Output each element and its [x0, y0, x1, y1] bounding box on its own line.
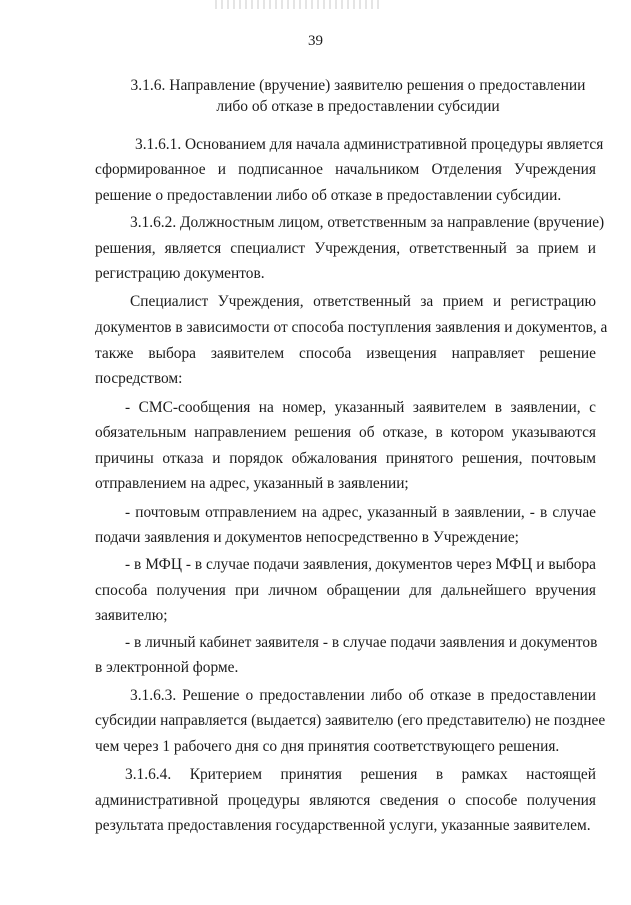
- section-title-line-2: либо об отказе в предоставлении субсидии: [216, 98, 500, 115]
- text-line: регистрацию документов.: [95, 265, 265, 282]
- text-line: 3.1.6.3. Решение о предоставлении либо об отказе в предоставлении: [130, 687, 596, 704]
- text-line: также выбора заявителем способа извещения направляет решение: [95, 345, 596, 362]
- text-line: документов в зависимости от способа поступления заявления и документов, а: [95, 319, 608, 336]
- text-line: - СМС-сообщения на номер, указанный заявителем в заявлении, с: [125, 399, 596, 416]
- section-title: [110, 75, 606, 117]
- text-line: причины отказа и порядок обжалования принятого решения, почтовым: [95, 450, 596, 467]
- text-line: подачи заявления и документов непосредственно в Учреждение;: [95, 529, 519, 546]
- text-line: сформированное и подписанное начальником Отделения Учреждения: [95, 161, 596, 178]
- text-line: обязательным направлением решения об отказе, в котором указываются: [95, 424, 596, 441]
- text-line: 3.1.6.1. Основанием для начала административной процедуры является: [135, 136, 604, 153]
- text-line: Специалист Учреждения, ответственный за прием и регистрацию: [130, 293, 596, 310]
- text-line: - в МФЦ - в случае подачи заявления, документов через МФЦ и выбора: [125, 556, 596, 573]
- text-line: субсидии направляется (выдается) заявителю (его представителю) не позднее: [95, 712, 606, 729]
- text-line: - почтовым отправлением на адрес, указанный в заявлении, - в случае: [125, 504, 596, 521]
- text-line: административной процедуры являются сведения о способе получения: [95, 792, 596, 809]
- text-line: заявителю;: [95, 607, 168, 624]
- text-line: посредством:: [95, 370, 183, 387]
- text-line: - в личный кабинет заявителя - в случае подачи заявления и документов: [125, 634, 598, 651]
- section-title-line-1: 3.1.6. Направление (вручение) заявителю решения о предоставлении: [130, 77, 586, 94]
- text-line: отправлением на адрес, указанный в заявлении;: [95, 475, 409, 492]
- page-number: 39: [308, 33, 323, 49]
- text-line: 3.1.6.2. Должностным лицом, ответственным за направление (вручение): [130, 214, 605, 231]
- scan-artifact: [215, 0, 380, 9]
- text-line: 3.1.6.4. Критерием принятия решения в рамках настоящей: [125, 766, 596, 783]
- text-line: результата предоставления государственной услуги, указанные заявителем.: [95, 817, 591, 834]
- text-line: решения, является специалист Учреждения, ответственный за прием и: [95, 240, 596, 257]
- text-line: в электронной форме.: [95, 659, 239, 676]
- text-line: способа получения при личном обращении для дальнейшего вручения: [95, 582, 596, 599]
- text-line: решение о предоставлении либо об отказе в предоставлении субсидии.: [95, 187, 562, 204]
- text-line: чем через 1 рабочего дня со дня принятия соответствующего решения.: [95, 738, 560, 755]
